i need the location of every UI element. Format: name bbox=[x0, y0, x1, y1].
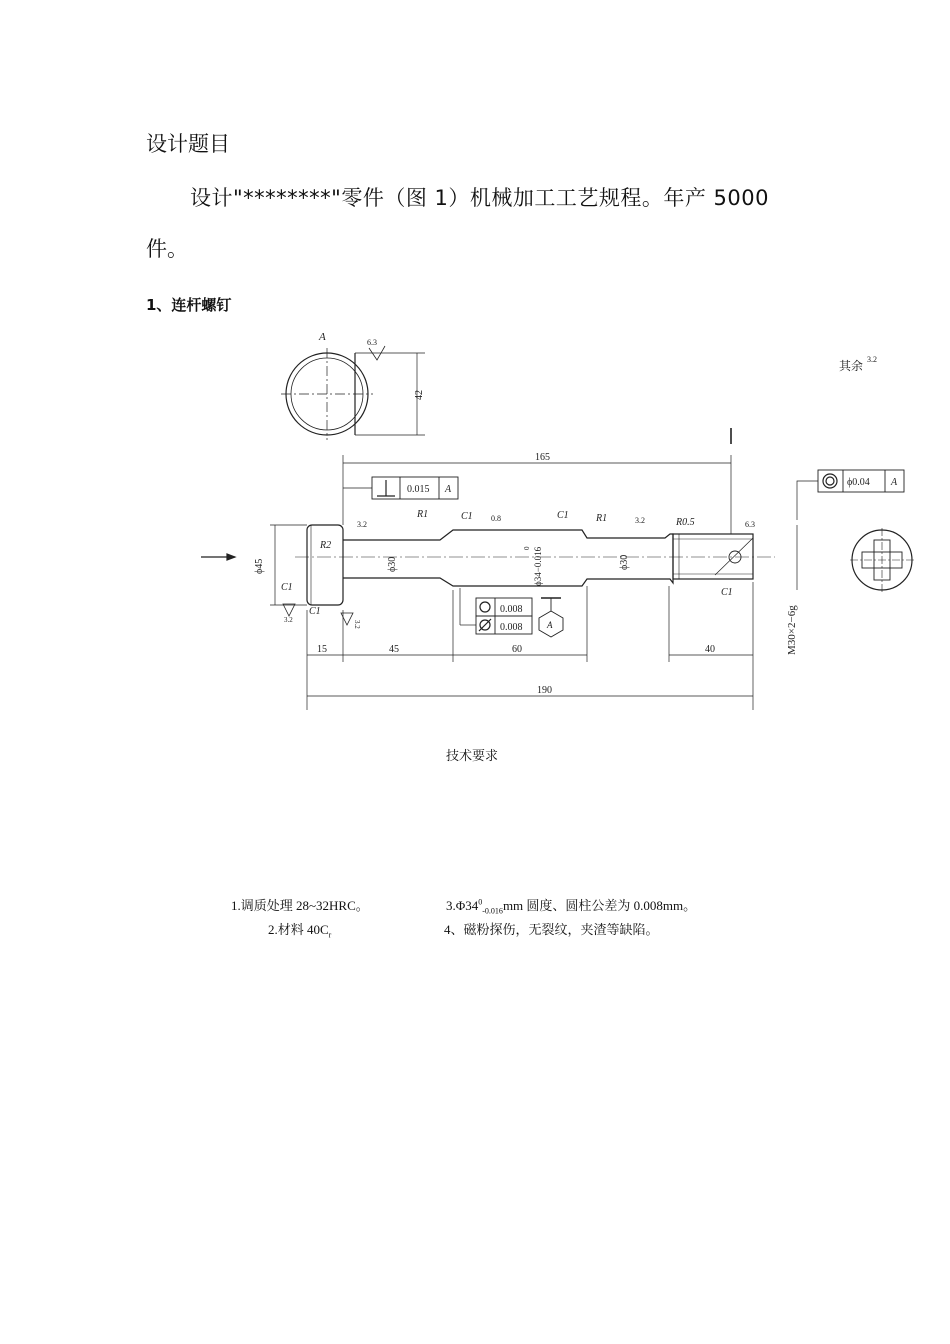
svg-text:190: 190 bbox=[537, 685, 552, 696]
svg-text:R0.5: R0.5 bbox=[676, 517, 695, 528]
svg-text:3.2: 3.2 bbox=[635, 516, 645, 525]
svg-text:R1: R1 bbox=[596, 513, 608, 524]
connecting-rod-bolt-drawing bbox=[195, 320, 915, 720]
requirement-2: 2.材料 $40C_r$ bbox=[268, 922, 332, 940]
svg-text:A: A bbox=[445, 484, 452, 495]
svg-text:6.3: 6.3 bbox=[745, 520, 755, 529]
requirement-1: 1.调质处理 28~32HRC。 bbox=[231, 898, 369, 913]
svg-text:0.008: 0.008 bbox=[500, 604, 523, 615]
svg-text:A: A bbox=[547, 620, 553, 630]
svg-text:ϕ30: ϕ30 bbox=[619, 554, 630, 570]
svg-text:R1: R1 bbox=[417, 509, 429, 520]
svg-text:165: 165 bbox=[535, 452, 550, 463]
design-task-line2: 件。 bbox=[146, 237, 188, 261]
svg-text:A: A bbox=[891, 477, 898, 488]
datum-a-label: A bbox=[319, 331, 326, 343]
svg-text:M30×2−6g: M30×2−6g bbox=[786, 605, 798, 655]
svg-text:40: 40 bbox=[705, 644, 715, 655]
svg-text:C1: C1 bbox=[721, 587, 733, 598]
design-topic-heading: 设计题目 bbox=[146, 132, 230, 156]
svg-text:0.8: 0.8 bbox=[491, 514, 501, 523]
svg-text:ϕ0.04: ϕ0.04 bbox=[847, 477, 870, 488]
svg-text:15: 15 bbox=[317, 644, 327, 655]
technical-requirements-title: 技术要求 bbox=[446, 748, 499, 763]
svg-text:45: 45 bbox=[389, 644, 399, 655]
svg-text:R2: R2 bbox=[320, 540, 332, 551]
svg-text:60: 60 bbox=[512, 644, 522, 655]
design-task-line1: 设计"********"零件（图 1）机械加工工艺规程。年产 5000 bbox=[190, 186, 769, 210]
svg-text:C1: C1 bbox=[461, 511, 473, 522]
svg-text:C1: C1 bbox=[281, 582, 293, 593]
requirement-4: 4、磁粉探伤，无裂纹，夹渣等缺陷。 bbox=[444, 922, 659, 937]
svg-text:C1: C1 bbox=[557, 510, 569, 521]
svg-text:ϕ34−0.016: ϕ34−0.016 bbox=[533, 546, 543, 586]
section-title: 1、连杆螺钉 bbox=[146, 296, 232, 314]
head-flange bbox=[307, 525, 343, 605]
svg-text:3.2: 3.2 bbox=[284, 616, 293, 624]
svg-text:0.015: 0.015 bbox=[407, 484, 430, 495]
svg-text:C1: C1 bbox=[309, 606, 321, 617]
svg-text:其余: 其余 bbox=[839, 359, 864, 373]
requirement-3: $3.\Phi 34^0_{-0.016}mm$ 圆度、圆柱公差为 0.008mm。 bbox=[446, 897, 697, 916]
svg-text:6.3: 6.3 bbox=[367, 338, 377, 347]
svg-text:3.2: 3.2 bbox=[353, 620, 361, 629]
svg-text:3.2: 3.2 bbox=[357, 520, 367, 529]
svg-text:0: 0 bbox=[523, 546, 531, 550]
svg-text:0.008: 0.008 bbox=[500, 622, 523, 633]
svg-text:ϕ30: ϕ30 bbox=[387, 556, 398, 572]
svg-text:42: 42 bbox=[414, 390, 425, 400]
svg-text:ϕ45: ϕ45 bbox=[254, 558, 265, 574]
svg-text:3.2: 3.2 bbox=[867, 355, 877, 364]
